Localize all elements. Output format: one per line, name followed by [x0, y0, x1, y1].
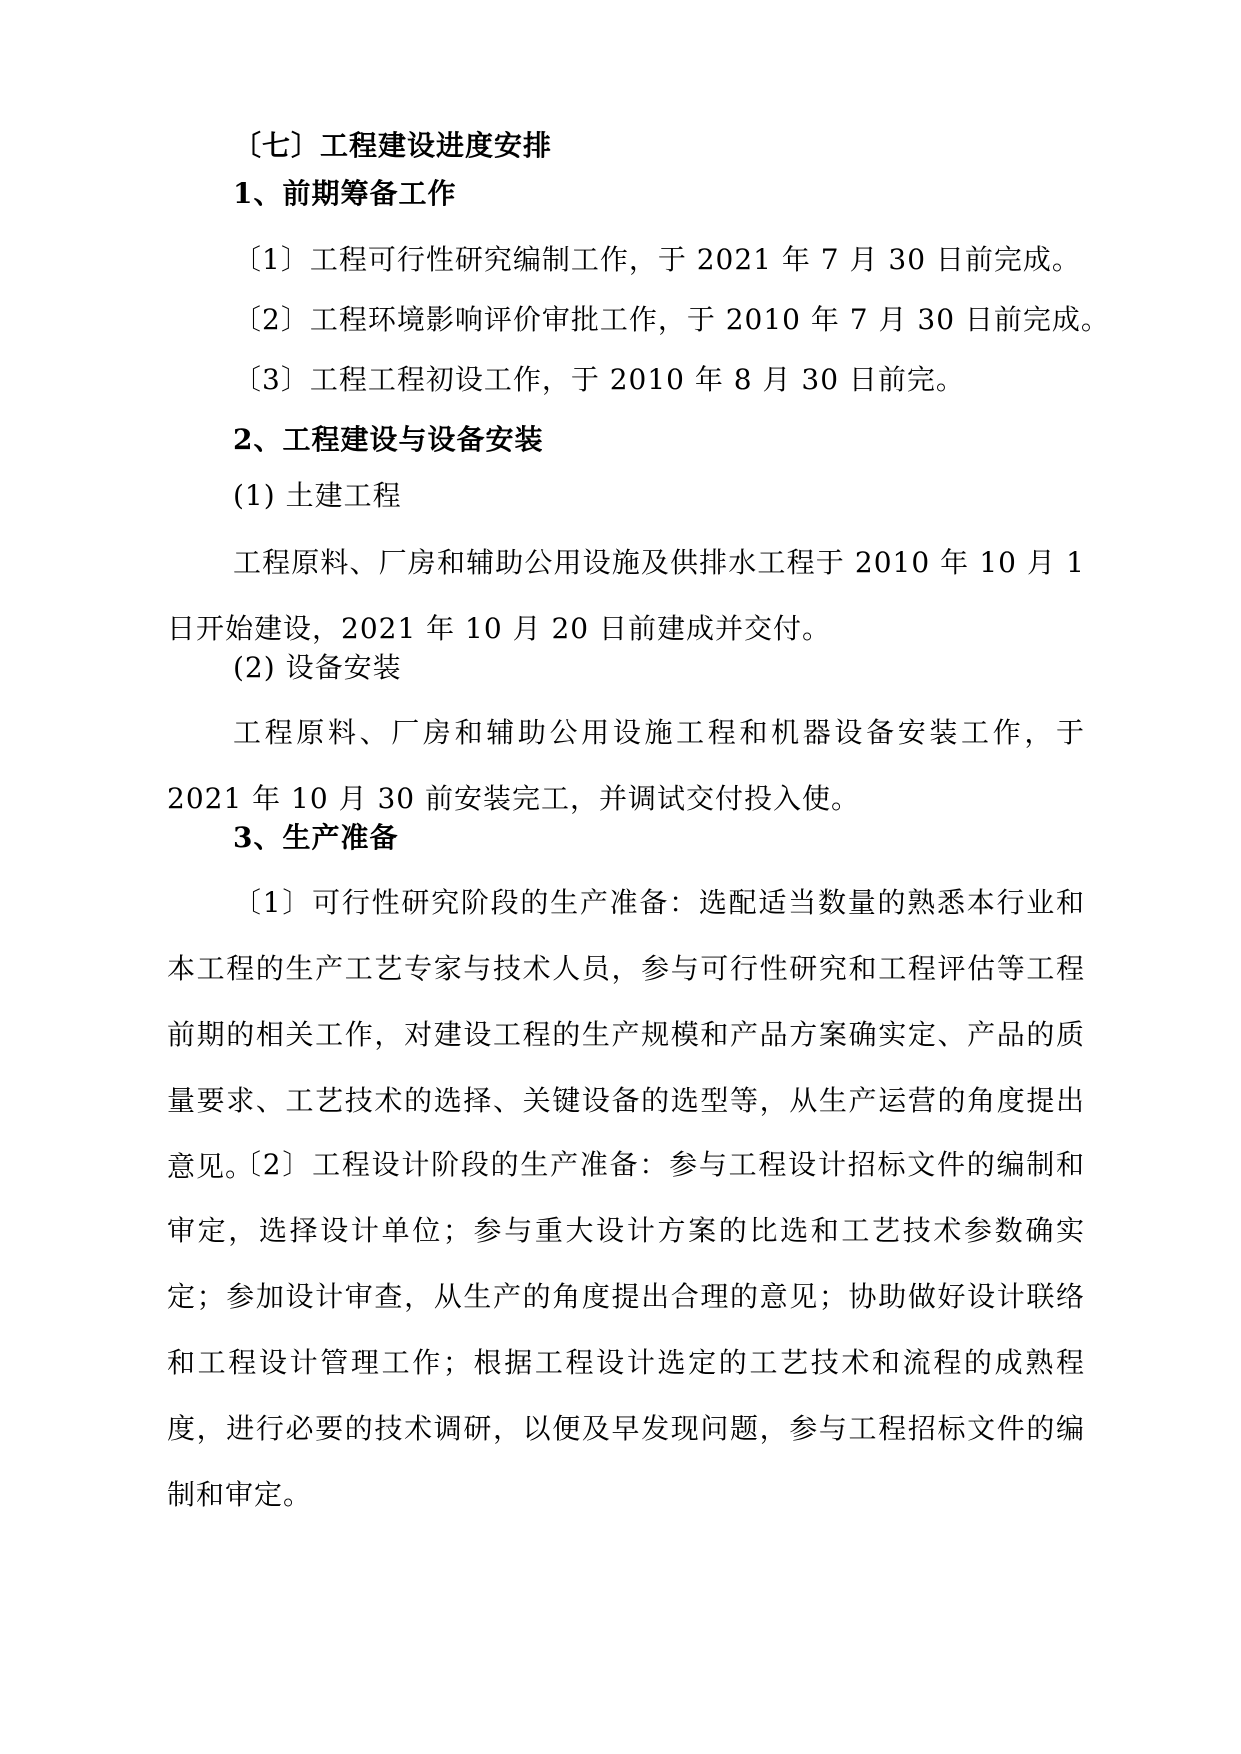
- section-1-item-3: 〔3〕工程工程初设工作，于 2010 年 8 月 30 日前完。: [233, 363, 965, 396]
- section-2-sub1-title: (1) 土建工程: [233, 479, 402, 512]
- section-1-item-2: 〔2〕工程环境影响评价审批工作，于 2010 年 7 月 30 日前完成。: [233, 303, 1110, 336]
- section-1-title: 1、前期筹备工作: [233, 177, 457, 210]
- heading-schedule: 〔七〕工程建设进度安排: [233, 129, 553, 162]
- section-2-title: 2、工程建设与设备安装: [233, 423, 544, 456]
- section-3-para-1: 〔1〕可行性研究阶段的生产准备：选配适当数量的熟悉本行业和本工程的生产工艺专家与技术人员，参与可行性研究和工程评估等工程前期的相关工作，对建设工程的生产规模和产品方案确实定、产品的质量要求、工艺技术的选择、关键设备的选型等，从生产运营的角度提出意见。: [167, 886, 1085, 1183]
- section-3-title: 3、生产准备: [233, 821, 399, 854]
- section-2-sub1-text: 工程原料、厂房和辅助公用设施及供排水工程于 2010 年 10 月 1 日开始建设，2021 年 10 月 20 日前建成并交付。: [167, 546, 1085, 645]
- section-3-para-2: 〔2〕工程设计阶段的生产准备：参与工程设计招标文件的编制和审定，选择设计单位；参与重大设计方案的比选和工艺技术参数确实定；参加设计审查，从生产的角度提出合理的意见；协助做好设计联络和工程设计管理工作；根据工程设计选定的工艺技术和流程的成熟程度，进行必要的技术调研，以便及早发现问题，参与工程招标文件的编制和审定。: [167, 1148, 1085, 1511]
- section-1-item-1: 〔1〕工程可行性研究编制工作，于 2021 年 7 月 30 日前完成。: [233, 243, 1081, 276]
- section-2-sub2-title: (2) 设备安装: [233, 651, 402, 684]
- section-2-sub2-text: 工程原料、厂房和辅助公用设施工程和机器设备安装工作，于 2021 年 10 月 30 前安装完工，并调试交付投入使。: [167, 716, 1085, 815]
